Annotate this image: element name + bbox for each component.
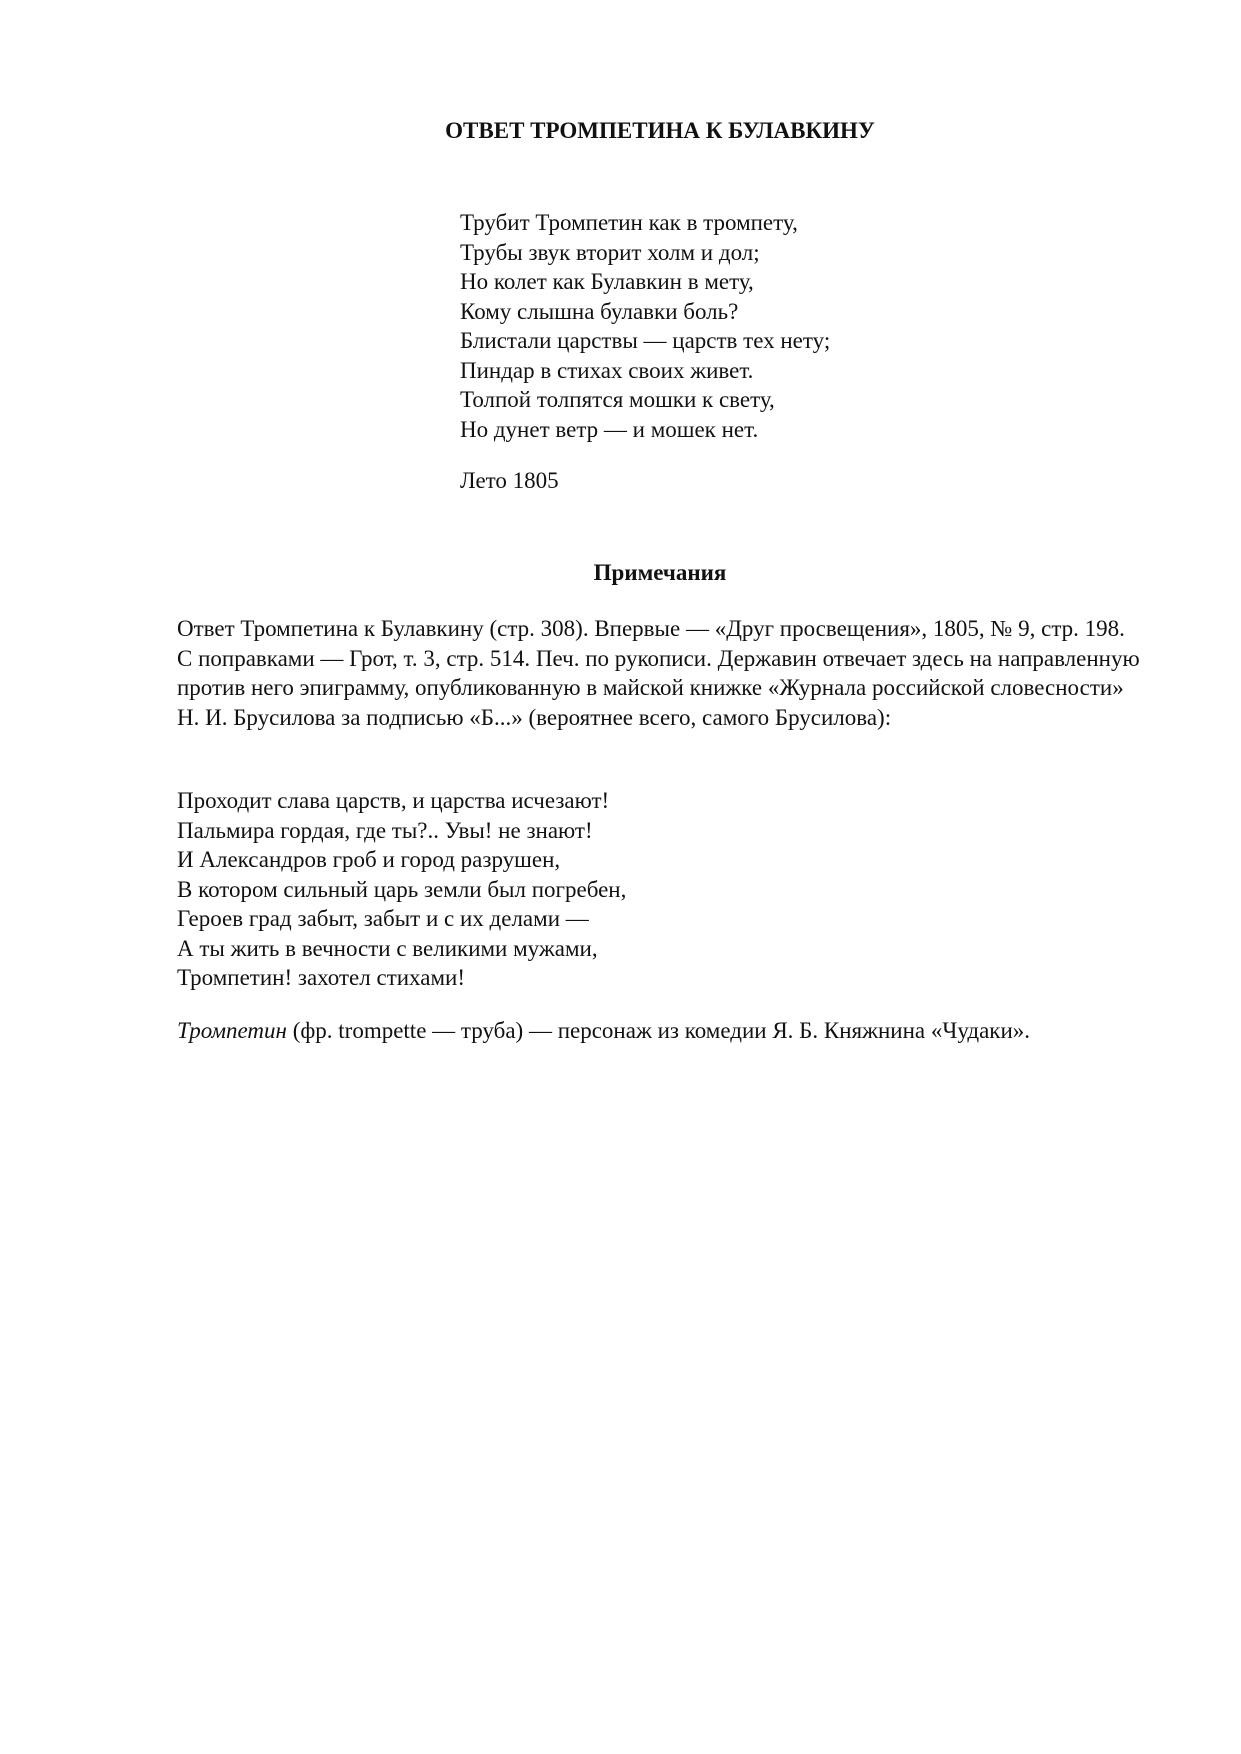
epigram-line: В котором сильный царь земли был погребен, (177, 876, 627, 902)
epigram-line: И Александров гроб и город разрушен, (177, 847, 561, 872)
poem-line: Трубит Тромпетин как в тромпету, (460, 210, 798, 235)
notes-heading: Примечания (593, 560, 727, 585)
footnote-text: (фр. trompette — труба) — персонаж из комедии Я. Б. Княжнина «Чудаки». (286, 1018, 1031, 1043)
epigram-line: Тромпетин! захотел стихами! (177, 965, 465, 990)
poem-line: Кому слышна булавки боль? (460, 298, 739, 324)
epigram-quote (177, 786, 626, 993)
epigram-line: Проходит слава царств, и царства исчезают! (177, 788, 610, 813)
epigram-line: Героев град забыт, забыт и с их делами — (177, 906, 589, 931)
poem-line: Но дунет ветр — и мошек нет. (460, 416, 759, 442)
poem-line: Но колет как Булавкин в мету, (460, 269, 754, 294)
poem-date: Лето 1805 (460, 468, 559, 493)
poem-line: Блистали царствы — царств тех нету; (460, 328, 831, 353)
epigram-line: А ты жить в вечности с великими мужами, (177, 935, 598, 961)
footnote (177, 1016, 1030, 1046)
poem-stanza (460, 208, 830, 444)
poem-title: ОТВЕТ ТРОМПЕТИНА К БУЛАВКИНУ (445, 118, 875, 143)
notes-paragraph: Ответ Тромпетина к Булавкину (стр. 308). Впервые — «Друг просвещения», 1805, № 9, стр. 198. С поправками — Грот, т. 3, стр. 514. Печ. по рукописи. Державин отвечает здесь на направленную против него эпиграмму, опубликованную в майской книжке «Журнала российской словесности» Н. И. Брусилова за подписью «Б...» (вероятнее всего, самого Брусилова): (177, 616, 1140, 730)
footnote-term: Тромпетин (177, 1018, 287, 1043)
poem-line: Толпой толпятся мошки к свету, (460, 387, 775, 412)
epigram-line: Пальмира гордая, где ты?.. Увы! не знают! (177, 817, 593, 843)
poem-line: Пиндар в стихах своих живет. (460, 357, 754, 383)
poem-line: Трубы звук вторит холм и дол; (460, 239, 760, 265)
